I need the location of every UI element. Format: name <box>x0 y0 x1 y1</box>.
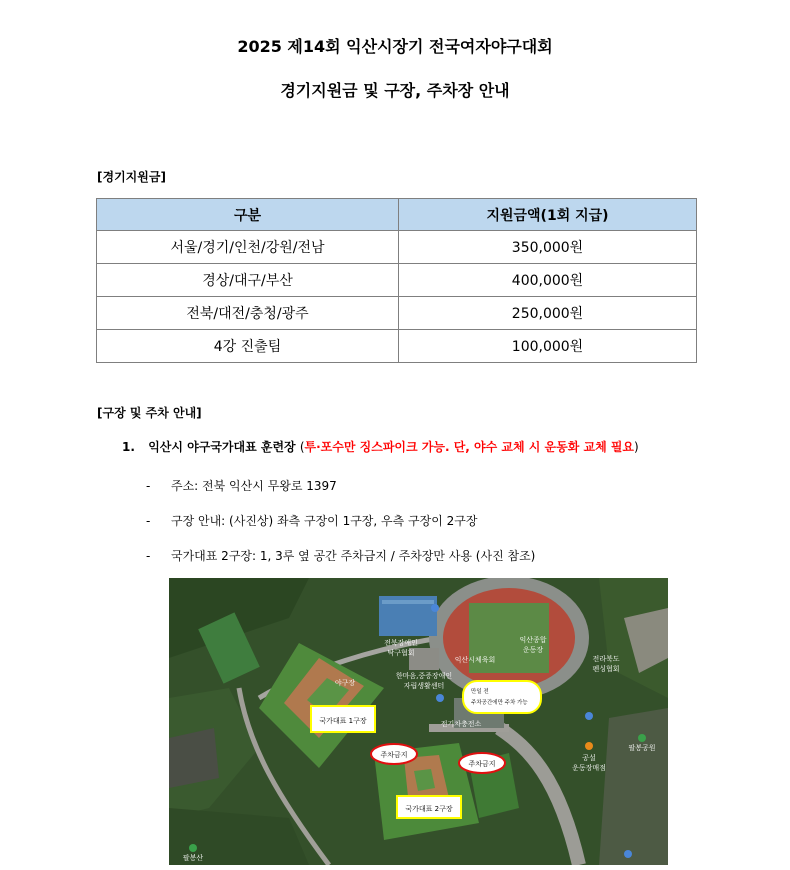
amount-cell: 250,000원 <box>399 297 697 330</box>
baseball-field-label: 야구장 <box>334 679 356 687</box>
spike-rule-note: 투·포수만 징스파이크 가능. 단, 야수 교체 시 운동화 교체 필요 <box>304 440 635 454</box>
column-header-amount: 지원금액(1회 지급) <box>399 199 697 231</box>
venue-item-1 <box>122 438 639 455</box>
venue-name: 익산시 야구국가대표 훈련장 <box>148 440 296 454</box>
venue-section-heading: [구장 및 주차 안내] <box>97 406 202 420</box>
stadium-label-2: 운동장 <box>522 646 544 654</box>
field-guide-text: 구장 안내: (사진상) 좌측 구장이 1구장, 우측 구장이 2구장 <box>171 514 478 528</box>
amount-cell: 100,000원 <box>399 330 697 363</box>
map-pin-icon <box>436 694 444 702</box>
map-pin-icon <box>624 850 632 858</box>
support-amount-table <box>96 198 697 363</box>
shop-label: 공설 <box>582 754 596 762</box>
amount-cell: 350,000원 <box>399 231 697 264</box>
table-row <box>97 330 697 363</box>
bullet-dash: - <box>146 549 151 563</box>
list-item <box>146 512 477 529</box>
park-label: 팔봉공원 <box>628 744 656 752</box>
callout-line-1: 만일 전 <box>471 689 489 695</box>
field1-label: 국가대표 1구장 <box>319 717 367 725</box>
region-cell: 전북/대전/충청/광주 <box>97 297 399 330</box>
no-parking-label-2: 주차금지 <box>468 760 496 768</box>
shop-pin-icon <box>585 742 593 750</box>
map-pin-icon <box>585 712 593 720</box>
table-row <box>97 264 697 297</box>
mountain-pin-icon <box>189 844 197 852</box>
table-row <box>97 231 697 264</box>
region-cell: 경상/대구/부산 <box>97 264 399 297</box>
table-row <box>97 297 697 330</box>
bullet-dash: - <box>146 479 151 493</box>
venue-satellite-map <box>169 578 668 865</box>
callout-line-2: 주차공간에만 주차 가능 <box>471 700 528 706</box>
park-pin-icon <box>638 734 646 742</box>
region-cell: 4강 진출팀 <box>97 330 399 363</box>
map-pin-icon <box>431 604 439 612</box>
amount-cell: 400,000원 <box>399 264 697 297</box>
table-header-row <box>97 199 697 231</box>
list-number: 1. <box>122 440 135 454</box>
table-tennis-label: 전북장애인 <box>384 639 418 647</box>
document-title: 2025 제14회 익산시장기 전국여자야구대회 <box>237 37 553 56</box>
open-paren: ( <box>299 440 305 454</box>
stadium-label: 익산종합 <box>519 636 547 644</box>
jeonbuk-assoc-label: 전라북도 <box>592 655 620 663</box>
list-item <box>146 477 337 494</box>
jeonbuk-assoc-label-2: 펜싱협회 <box>592 665 620 673</box>
region-cell: 서울/경기/인천/강원/전남 <box>97 231 399 264</box>
address-text: 주소: 전북 익산시 무왕로 1397 <box>171 479 337 493</box>
gym-label: 익산시체육회 <box>454 656 496 664</box>
ev-charge-label: 전기차충전소 <box>440 720 482 728</box>
no-parking-label-1: 주차금지 <box>380 751 408 759</box>
list-item <box>146 547 535 564</box>
table-tennis-label-2: 탁구협회 <box>387 649 415 657</box>
document-subtitle: 경기지원금 및 구장, 주차장 안내 <box>280 81 510 100</box>
support-section-heading: [경기지원금] <box>97 170 166 184</box>
sports-center-label-2: 자립생활센터 <box>403 682 445 690</box>
bullet-dash: - <box>146 514 151 528</box>
mountain-label: 팔봉산 <box>182 854 204 862</box>
column-header-category: 구분 <box>97 199 399 231</box>
sports-center-label: 한마음,중증장애인 <box>395 672 453 680</box>
parking-rule-text: 국가대표 2구장: 1, 3루 옆 공간 주차금지 / 주차장만 사용 (사진 참조) <box>171 549 536 563</box>
close-paren: ) <box>634 440 639 454</box>
shop-label-2: 운동장매점 <box>572 764 606 772</box>
field2-label: 국가대표 2구장 <box>405 805 453 813</box>
